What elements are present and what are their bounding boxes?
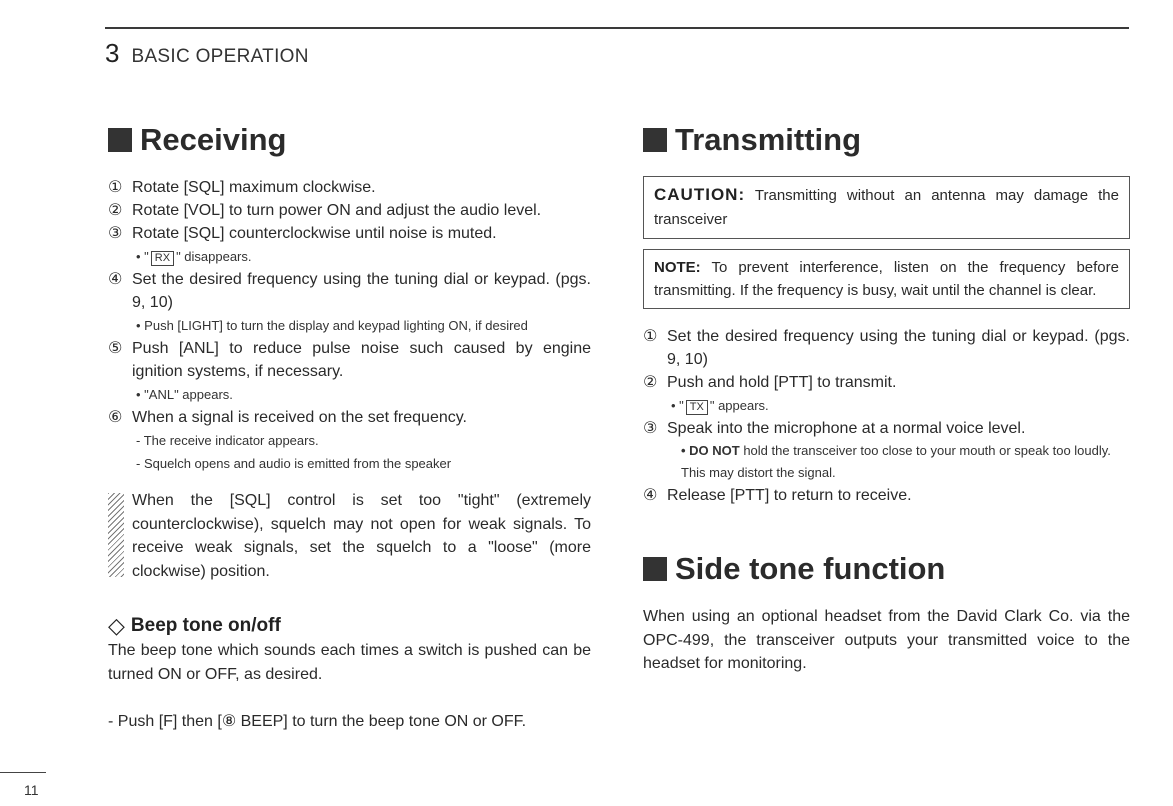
caution-text: Transmitting without an antenna may damage the transceiver [654, 187, 1119, 228]
list-item [108, 222, 591, 268]
beep-heading [108, 613, 591, 639]
step-subnote [667, 440, 1130, 484]
list-item [108, 268, 591, 337]
step-number: ④ [643, 487, 658, 504]
heading-square-icon [643, 557, 667, 581]
transmitting-heading [643, 118, 1130, 162]
lcd-tx-indicator: TX [686, 400, 708, 415]
step-subnote: - Squelch opens and audio is emitted from the speaker [136, 456, 452, 471]
step-subnote: - The receive indicator appears. [136, 433, 319, 448]
step-subnote: • "ANL" appears. [136, 387, 233, 402]
squelch-note [108, 489, 591, 583]
heading-square-icon [108, 128, 132, 152]
step-number: ④ [108, 271, 123, 288]
step-number: ③ [643, 420, 658, 437]
page-number: 11 [24, 782, 39, 798]
page-number-rule [0, 772, 46, 773]
side-tone-paragraph: When using an optional headset from the David Clark Co. via the OPC-499, the transceiver outputs your transmitted voice to the headset for monitoring. [643, 608, 1130, 672]
list-item [643, 484, 1130, 507]
list-item [108, 176, 591, 199]
heading-square-icon [643, 128, 667, 152]
step-text: Rotate [SQL] maximum clockwise. [132, 179, 376, 196]
step-number: ⑥ [108, 409, 123, 426]
list-item [108, 406, 591, 475]
step-text: Set the desired frequency using the tuning dial or keypad. (pgs. 9, 10) [667, 328, 1130, 368]
receiving-heading [108, 118, 591, 162]
diamond-icon: ◇ [108, 613, 125, 638]
note-box [643, 249, 1130, 309]
caution-box [643, 176, 1130, 239]
side-tone-heading [643, 547, 1130, 591]
step-text: Push and hold [PTT] to transmit. [667, 374, 897, 391]
list-item [108, 199, 591, 222]
step-number: ① [108, 179, 123, 196]
left-column [108, 118, 591, 734]
beep-title: Beep tone on/off [130, 615, 281, 636]
subnote-suffix: " disappears. [176, 249, 252, 264]
step-text: Set the desired frequency using the tuning dial or keypad. (pgs. 9, 10) [132, 271, 591, 311]
step-text: Release [PTT] to return to receive. [667, 487, 912, 504]
receiving-title: Receiving [140, 122, 287, 157]
chapter-number: 3 [105, 38, 120, 68]
beep-paragraph: The beep tone which sounds each times a switch is pushed can be turned ON or OFF, as desired. [108, 642, 591, 683]
squelch-note-text: When the [SQL] control is set too "tight" (extremely counterclockwise), squelch may not open for weak signals. To receive weak signals, set the squelch to a "loose" (more clockwise) position. [132, 492, 591, 580]
lcd-rx-indicator: RX [151, 251, 174, 266]
step-number: ① [643, 328, 658, 345]
top-rule [105, 27, 1129, 29]
step-number: ③ [108, 225, 123, 242]
step-number: ⑤ [108, 340, 123, 357]
transmitting-steps [643, 325, 1130, 507]
beep-instruction: - Push [F] then [⑧ BEEP] to turn the beep tone ON or OFF. [108, 713, 527, 730]
note-label: NOTE: [654, 259, 701, 276]
do-not-text: hold the transceiver too close to your mouth or speak too loudly. This may distort the signal. [681, 443, 1111, 480]
step-text: Push [ANL] to reduce pulse noise such caused by engine ignition systems, if necessary. [132, 340, 591, 380]
step-text: Rotate [VOL] to turn power ON and adjust the audio level. [132, 202, 542, 219]
caution-label: CAUTION: [654, 185, 746, 204]
side-tone-title: Side tone function [675, 551, 946, 586]
step-number: ② [643, 374, 658, 391]
step-subnote: • Push [LIGHT] to turn the display and keypad lighting ON, if desired [136, 318, 528, 333]
chapter-title: BASIC OPERATION [131, 46, 309, 67]
step-subnote [132, 245, 591, 268]
do-not-label: • DO NOT [681, 443, 740, 458]
step-number: ② [108, 202, 123, 219]
list-item [108, 337, 591, 406]
step-text: Rotate [SQL] counterclockwise until noise is muted. [132, 225, 497, 242]
note-text: To prevent interference, listen on the frequency before transmitting. If the frequency is busy, wait until the channel is clear. [654, 259, 1119, 299]
list-item [643, 325, 1130, 371]
subnote-prefix: • " [671, 398, 684, 413]
step-text: When a signal is received on the set frequency. [132, 409, 467, 426]
hatch-marker [108, 493, 124, 577]
list-item [643, 371, 1130, 417]
subnote-prefix: • " [136, 249, 149, 264]
chapter-header [105, 38, 309, 69]
right-column [643, 118, 1130, 676]
step-subnote [667, 394, 1130, 417]
subnote-suffix: " appears. [709, 398, 769, 413]
list-item [643, 417, 1130, 484]
step-text: Speak into the microphone at a normal voice level. [667, 420, 1026, 437]
transmitting-title: Transmitting [675, 122, 862, 157]
receiving-steps [108, 176, 591, 475]
